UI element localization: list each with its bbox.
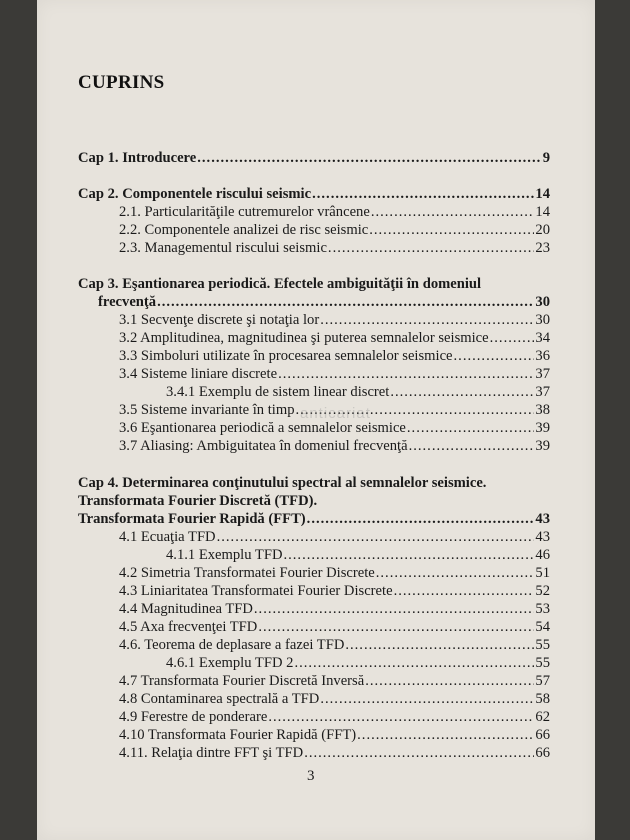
toc-page-number: 37 (535, 366, 550, 382)
toc-entry-label: 3.2 Amplitudinea, magnitudinea şi puterea semnalelor seismice (119, 330, 489, 346)
toc-page-number: 14 (535, 186, 550, 202)
toc-chapter-2 (78, 185, 550, 203)
toc-entry-label: 3.3 Simboluri utilizate în procesarea semnalelor seismice (119, 348, 453, 364)
toc-entry-label: 4.4 Magnitudinea TFD (119, 601, 253, 617)
toc-entry (119, 365, 550, 383)
toc-entry-label: 4.1 Ecuaţia TFD (119, 529, 216, 545)
toc-entry-label: 4.10 Transformata Fourier Rapidă (FFT) (119, 727, 357, 743)
toc-entry-label: 4.3 Liniaritatea Transformatei Fourier Discrete (119, 583, 393, 599)
toc-chapter-label: frecvenţă (98, 294, 157, 310)
toc-entry-label: 4.5 Axa frecvenţei TFD (119, 619, 258, 635)
toc-leader-dots (157, 293, 534, 311)
toc-leader-dots (320, 690, 534, 708)
toc-entry-label: 4.8 Contaminarea spectrală a TFD (119, 691, 320, 707)
toc-leader-dots (304, 744, 534, 762)
toc-page-number: 38 (535, 402, 550, 418)
toc-entry (119, 239, 550, 257)
toc-leader-dots (312, 185, 534, 203)
toc-subentry (166, 383, 550, 401)
toc-page-number: 66 (535, 727, 550, 743)
toc-chapter-label: Cap 2. Componentele riscului seismic (78, 186, 312, 202)
toc-leader-dots (254, 600, 535, 618)
toc-entry-label: 3.7 Aliasing: Ambiguitatea în domeniul frecvenţă (119, 438, 408, 454)
toc-leader-dots (294, 654, 534, 672)
toc-entry-label: 2.1. Particularităţile cutremurelor vrâncene (119, 204, 370, 220)
toc-entry-label: 3.4 Sisteme liniare discrete (119, 366, 278, 382)
toc-page-number: 55 (535, 655, 550, 671)
toc-leader-dots (197, 149, 541, 167)
toc-entry-label: 3.5 Sisteme invariante în timp (119, 402, 295, 418)
toc-page-number: 55 (535, 637, 550, 653)
toc-chapter-1 (78, 149, 550, 167)
toc-leader-dots (217, 528, 535, 546)
toc-page-number: 53 (535, 601, 550, 617)
toc-entry (119, 600, 550, 618)
toc-entry (119, 636, 550, 654)
toc-entry (119, 347, 550, 365)
toc-chapter-4-subheading: Transformata Fourier Discretă (TFD). (78, 493, 318, 509)
toc-chapter-3 (98, 293, 550, 311)
toc-subentry (166, 546, 550, 564)
toc-chapter-4-heading: Cap 4. Determinarea conţinutului spectral al semnalelor seismice. (78, 475, 487, 491)
toc-page-number: 52 (535, 583, 550, 599)
page-number-footer: 3 (307, 768, 315, 784)
toc-leader-dots (307, 510, 535, 528)
toc-page-number: 39 (535, 420, 550, 436)
toc-entry (119, 564, 550, 582)
watermark: anticariat (300, 405, 371, 422)
toc-leader-dots (394, 582, 535, 600)
toc-entry-label: 2.2. Componentele analizei de risc seismic (119, 222, 369, 238)
toc-page-number: 66 (535, 745, 550, 761)
toc-page-number: 58 (535, 691, 550, 707)
toc-entry (119, 582, 550, 600)
toc-leader-dots (454, 347, 535, 365)
toc-entry-label: 4.6. Teorema de deplasare a fazei TFD (119, 637, 345, 653)
toc-leader-dots (258, 618, 534, 636)
toc-page-number: 14 (535, 204, 550, 220)
toc-entry (119, 618, 550, 636)
toc-entry-label: 4.11. Relaţia dintre FFT şi TFD (119, 745, 304, 761)
toc-entry (119, 311, 550, 329)
toc-page-number: 54 (535, 619, 550, 635)
toc-page-number: 30 (535, 294, 550, 310)
toc-page-number: 20 (535, 222, 550, 238)
toc-leader-dots (283, 546, 534, 564)
toc-chapter-label: Cap 1. Introducere (78, 150, 197, 166)
toc-entry (119, 437, 550, 455)
toc-entry-label: 3.1 Secvenţe discrete şi notaţia lor (119, 312, 320, 328)
toc-entry-label: 4.2 Simetria Transformatei Fourier Discrete (119, 565, 375, 581)
toc-leader-dots (390, 383, 534, 401)
toc-page-number: 43 (535, 511, 550, 527)
toc-page-number: 51 (535, 565, 550, 581)
toc-page-number: 62 (535, 709, 550, 725)
toc-entry-label: 4.1.1 Exemplu TFD (166, 547, 283, 563)
toc-page-number: 43 (535, 529, 550, 545)
toc-entry-label: 4.7 Transformata Fourier Discretă Inversă (119, 673, 365, 689)
toc-page-number: 57 (535, 673, 550, 689)
toc-entry-label: 3.4.1 Exemplu de sistem linear discret (166, 384, 390, 400)
toc-leader-dots (490, 329, 535, 347)
toc-leader-dots (365, 672, 534, 690)
toc-entry-label: 2.3. Managementul riscului seismic (119, 240, 327, 256)
toc-page-number: 30 (535, 312, 550, 328)
toc-entry (119, 690, 550, 708)
toc-page-number: 46 (535, 547, 550, 563)
toc-page-number: 23 (535, 240, 550, 256)
toc-entry-label: 3.6 Eşantionarea periodică a semnalelor seismice (119, 420, 406, 436)
toc-entry-label: 4.6.1 Exemplu TFD 2 (166, 655, 294, 671)
toc-entry (119, 203, 550, 221)
toc-entry (119, 744, 550, 762)
toc-entry (119, 672, 550, 690)
toc-entry (119, 708, 550, 726)
page-title: CUPRINS (78, 72, 165, 93)
toc-subentry (166, 654, 550, 672)
toc-chapter-3-heading: Cap 3. Eşantionarea periodică. Efectele ambiguităţii în domeniul (78, 276, 482, 292)
toc-leader-dots (328, 239, 534, 257)
toc-page-number: 39 (535, 438, 550, 454)
toc-leader-dots (345, 636, 534, 654)
toc-leader-dots (320, 311, 534, 329)
toc-chapter-label: Transformata Fourier Rapidă (FFT) (78, 511, 306, 527)
toc-chapter-4 (78, 510, 550, 528)
toc-entry (119, 726, 550, 744)
toc-leader-dots (268, 708, 534, 726)
toc-leader-dots (371, 203, 535, 221)
toc-leader-dots (409, 437, 535, 455)
toc-entry (119, 221, 550, 239)
toc-leader-dots (278, 365, 534, 383)
toc-page-number: 36 (535, 348, 550, 364)
toc-entry (119, 329, 550, 347)
toc-page-number: 9 (542, 150, 550, 166)
toc-entry (119, 528, 550, 546)
toc-page-number: 37 (535, 384, 550, 400)
toc-leader-dots (407, 419, 535, 437)
toc-leader-dots (357, 726, 534, 744)
toc-page-number: 34 (535, 330, 550, 346)
toc-leader-dots (376, 564, 535, 582)
toc-entry-label: 4.9 Ferestre de ponderare (119, 709, 268, 725)
toc-leader-dots (369, 221, 534, 239)
